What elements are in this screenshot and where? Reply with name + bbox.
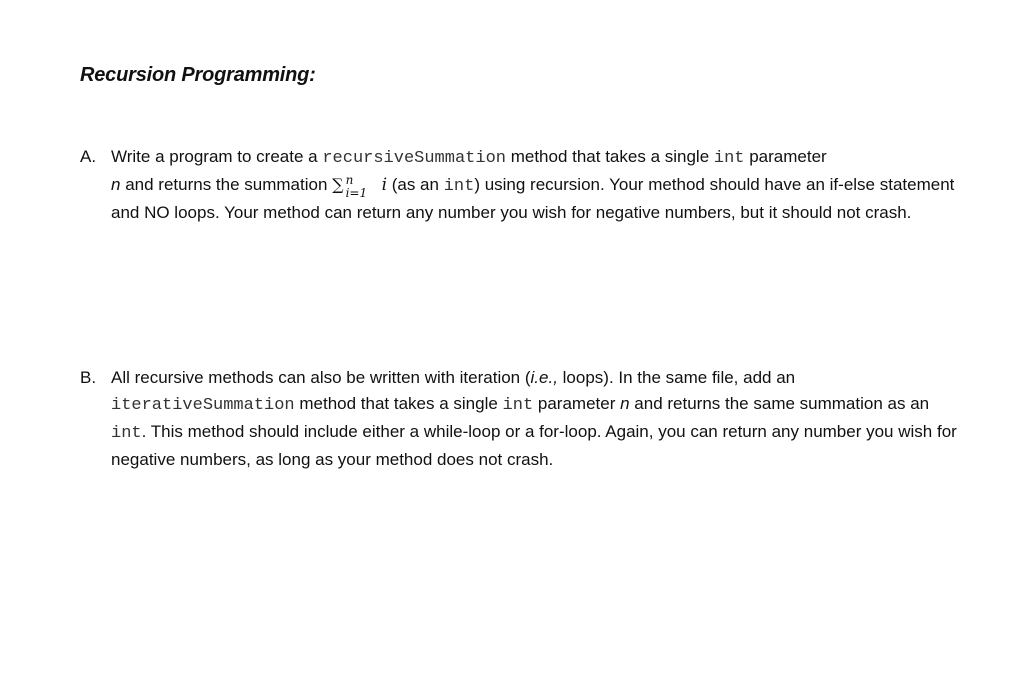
summation-variable: i xyxy=(381,175,387,195)
item-a-text-1: Write a program to create a xyxy=(111,147,323,166)
item-a-text-2: method that takes a single xyxy=(505,147,714,166)
item-b-text-3: method that takes a single xyxy=(294,394,503,413)
item-b-text-4: parameter xyxy=(533,394,621,413)
var-n: n xyxy=(111,175,121,194)
item-b-text-1: All recursive methods can also be written with iteration ( xyxy=(111,368,531,387)
summation-upper-limit: n xyxy=(345,173,354,187)
var-n: n xyxy=(620,394,630,413)
item-b-text xyxy=(111,365,960,473)
summation-limits xyxy=(344,173,378,200)
summation-formula xyxy=(332,173,387,200)
item-b-text-2: loops). In the same file, add an xyxy=(557,368,796,387)
summation-lower-limit: i=1 xyxy=(345,186,368,200)
list-item-a xyxy=(80,144,960,226)
item-a-text-3: parameter xyxy=(744,147,827,166)
item-b-text-5: and returns the same summation as an xyxy=(629,394,930,413)
list-marker-b: B. xyxy=(80,368,97,387)
page-heading: Recursion Programming: xyxy=(80,64,316,86)
item-a-text-5: (as an xyxy=(387,175,444,194)
code-recursive-summation: recursiveSummation xyxy=(322,149,506,168)
code-int: int xyxy=(713,149,745,168)
code-iterative-summation: iterativeSummation xyxy=(111,396,295,415)
sigma-symbol: ∑ xyxy=(332,175,344,194)
code-int: int xyxy=(502,396,534,415)
code-int: int xyxy=(443,177,475,196)
list-marker-a: A. xyxy=(80,147,97,166)
item-a-text-4: and returns the summation xyxy=(120,175,333,194)
item-a-text xyxy=(111,144,960,226)
item-b-text-6: . This method should include either a while-loop or a for-loop. Again, you can return any number you wish for negative numbers, as long as your method does not crash. xyxy=(111,422,957,469)
code-int: int xyxy=(111,424,142,443)
ie-abbreviation: i.e., xyxy=(530,368,558,387)
item-a-text-6: ) using recursion. Your method should have an if-else statement and NO loops. Your method can return any number you wish for negative numbers, but it should not crash. xyxy=(111,175,955,222)
list-item-b xyxy=(80,365,960,473)
